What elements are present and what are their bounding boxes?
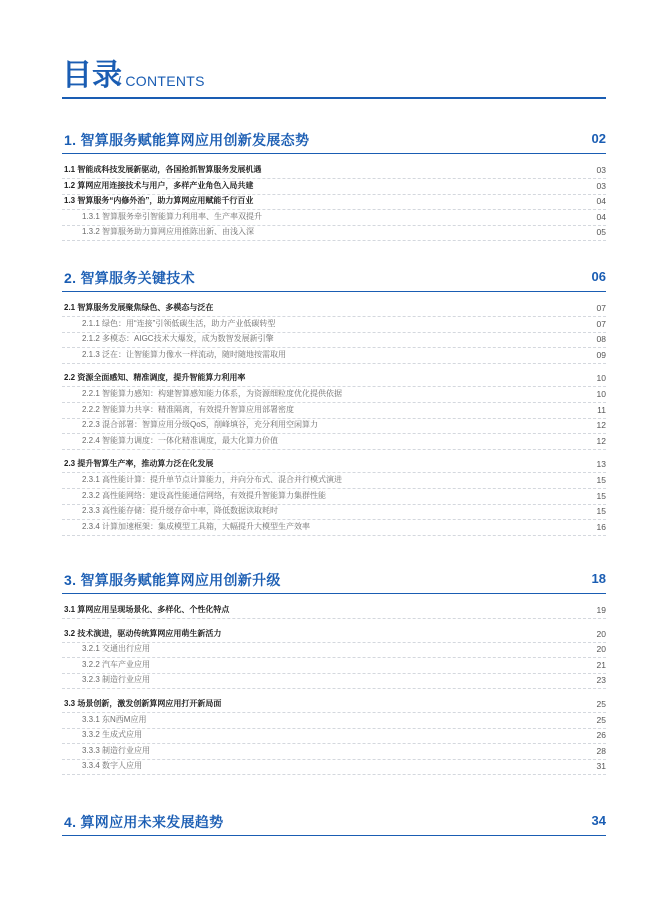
entry-page-number: 07 bbox=[596, 303, 606, 313]
entry-page-number: 15 bbox=[596, 490, 606, 501]
toc-subentry[interactable] bbox=[62, 473, 606, 489]
entry-page-number: 03 bbox=[596, 180, 606, 191]
toc-entry[interactable] bbox=[62, 371, 606, 387]
entry-page-number: 26 bbox=[596, 730, 606, 741]
section-divider bbox=[62, 291, 606, 292]
entry-title: 2.2 资源全面感知、精准调度，提升智能算力利用率 bbox=[64, 373, 246, 383]
entry-page-number: 28 bbox=[596, 745, 606, 756]
entry-page-number: 21 bbox=[596, 659, 606, 670]
entry-title: 3.2 技术演进，驱动传统算网应用萌生新活力 bbox=[64, 628, 222, 638]
toc-subentry[interactable] bbox=[62, 744, 606, 760]
entry-title: 2.1.1 绿色：用“连接”引领低碳生活，助力产业低碳转型 bbox=[82, 318, 276, 328]
entry-page-number: 07 bbox=[596, 318, 606, 329]
toc-subentry[interactable] bbox=[62, 403, 606, 419]
entry-page-number: 04 bbox=[596, 196, 606, 207]
section-title: 3. 智算服务赋能算网应用创新升级 bbox=[64, 572, 281, 588]
toc-entry[interactable] bbox=[62, 603, 606, 619]
toc-title: 目录 bbox=[62, 59, 122, 92]
toc-subentry[interactable] bbox=[62, 489, 606, 505]
toc-subentry[interactable] bbox=[62, 658, 606, 674]
entry-title: 2.3 提升智算生产率，推动算力泛在化发展 bbox=[64, 459, 214, 469]
toc-entry[interactable] bbox=[62, 457, 606, 473]
entry-page-number: 10 bbox=[596, 389, 606, 399]
entry-page-number: 09 bbox=[596, 349, 606, 360]
entry-title: 2.3.4 计算加速框架：集成模型工具箱，大幅提升大模型生产效率 bbox=[82, 521, 311, 531]
toc-subentry[interactable] bbox=[62, 332, 606, 348]
entry-page-number: 05 bbox=[596, 227, 606, 238]
entry-title: 2.2.2 智能算力共享：精准隔离，有效提升智算应用部署密度 bbox=[82, 404, 295, 414]
entry-title: 1.2 算网应用连接技术与用户，多样产业角色入局共建 bbox=[64, 180, 254, 190]
toc-subentry[interactable] bbox=[62, 210, 606, 226]
entry-page-number: 25 bbox=[596, 699, 606, 709]
toc-subentry[interactable] bbox=[62, 504, 606, 520]
entry-title: 2.3.3 高性能存储：提升缓存命中率，降低数据读取耗时 bbox=[82, 506, 279, 516]
section-heading[interactable] bbox=[62, 810, 606, 832]
entry-page-number: 23 bbox=[596, 675, 606, 686]
entry-title: 3.2.3 制造行业应用 bbox=[82, 675, 151, 685]
entry-title: 3.1 算网应用呈现场景化、多样化、个性化特点 bbox=[64, 605, 230, 614]
section-page-number: 34 bbox=[591, 813, 606, 828]
section-page-number: 02 bbox=[591, 131, 606, 146]
section-heading[interactable] bbox=[62, 568, 606, 590]
entry-title: 3.3.3 制造行业应用 bbox=[82, 745, 151, 755]
toc-entry[interactable] bbox=[62, 697, 606, 713]
toc-subentry[interactable] bbox=[62, 642, 606, 658]
entry-title: 2.3.1 高性能计算：提升单节点计算能力，并向分布式、混合并行模式演进 bbox=[82, 475, 343, 484]
header-divider bbox=[62, 97, 606, 99]
entry-title: 3.3.1 东N西M应用 bbox=[82, 714, 147, 724]
entry-title: 3.3.4 数字人应用 bbox=[82, 761, 143, 771]
entry-title: 2.2.1 智能算力感知：构建智算感知能力体系，为资源细粒度优化提供依据 bbox=[82, 389, 343, 398]
entry-title: 2.3.2 高性能网络：建设高性能通信网络，有效提升智能算力集群性能 bbox=[82, 490, 327, 500]
toc-header bbox=[62, 60, 606, 96]
entry-title: 2.1.2 多模态：AIGC技术大爆发，成为数智发展新引擎 bbox=[82, 334, 274, 344]
section-page-number: 18 bbox=[591, 571, 606, 586]
entry-page-number: 15 bbox=[596, 506, 606, 517]
entry-title: 2.1.3 泛在：让智能算力像水一样流动，随时随地按需取用 bbox=[82, 349, 287, 359]
toc-entry[interactable] bbox=[62, 301, 606, 317]
toc-subentry[interactable] bbox=[62, 673, 606, 689]
toc-entry[interactable] bbox=[62, 163, 606, 179]
entry-title: 3.3.2 生成式应用 bbox=[82, 730, 143, 740]
entry-title: 3.3 场景创新，激发创新算网应用打开新局面 bbox=[64, 699, 222, 708]
section-heading[interactable] bbox=[62, 128, 606, 150]
toc-subentry[interactable] bbox=[62, 387, 606, 403]
entry-page-number: 11 bbox=[597, 404, 606, 415]
entry-title: 2.2.4 智能算力调度：一体化精准调度，最大化算力价值 bbox=[82, 435, 279, 445]
entry-page-number: 08 bbox=[596, 334, 606, 345]
entry-title: 3.2.2 汽车产业应用 bbox=[82, 659, 151, 669]
entry-page-number: 13 bbox=[596, 459, 606, 470]
entry-title: 1.3.1 智算服务牵引智能算力利用率、生产率双提升 bbox=[82, 211, 263, 221]
entry-page-number: 20 bbox=[596, 628, 606, 639]
toc-subentry[interactable] bbox=[62, 317, 606, 333]
toc-subentry[interactable] bbox=[62, 348, 606, 364]
toc-subentry[interactable] bbox=[62, 759, 606, 775]
toc-subentry[interactable] bbox=[62, 520, 606, 536]
section-title: 4. 算网应用未来发展趋势 bbox=[64, 814, 224, 830]
toc-subentry[interactable] bbox=[62, 728, 606, 744]
section-divider bbox=[62, 835, 606, 836]
entry-page-number: 12 bbox=[596, 435, 606, 446]
entry-page-number: 25 bbox=[596, 714, 606, 725]
entry-title: 2.1 智算服务发展聚焦绿色、多模态与泛在 bbox=[64, 303, 214, 312]
entry-title: 1.3 智算服务“内修外治”，助力算网应用赋能千行百业 bbox=[64, 196, 254, 206]
toc-subtitle: / CONTENTS bbox=[117, 73, 205, 89]
entry-page-number: 03 bbox=[596, 165, 606, 175]
entry-page-number: 04 bbox=[596, 211, 606, 222]
toc-entry[interactable] bbox=[62, 179, 606, 195]
entry-page-number: 16 bbox=[596, 521, 606, 532]
toc-subentry[interactable] bbox=[62, 225, 606, 241]
toc-subentry[interactable] bbox=[62, 713, 606, 729]
toc-entry[interactable] bbox=[62, 627, 606, 643]
entry-title: 1.3.2 智算服务助力算网应用推陈出新、由浅入深 bbox=[82, 227, 255, 237]
entry-page-number: 15 bbox=[596, 475, 606, 485]
section-divider bbox=[62, 153, 606, 154]
toc-subentry[interactable] bbox=[62, 418, 606, 434]
section-heading[interactable] bbox=[62, 266, 606, 288]
entry-page-number: 10 bbox=[596, 373, 606, 384]
entry-page-number: 31 bbox=[596, 761, 606, 772]
entry-page-number: 12 bbox=[596, 420, 606, 431]
entry-title: 1.1 智能成科技发展新驱动，各国抢抓智算服务发展机遇 bbox=[64, 165, 262, 174]
toc-subentry[interactable] bbox=[62, 434, 606, 450]
section-title: 2. 智算服务关键技术 bbox=[64, 270, 195, 286]
entry-title: 3.2.1 交通出行应用 bbox=[82, 644, 151, 654]
section-title: 1. 智算服务赋能算网应用创新发展态势 bbox=[64, 132, 310, 148]
section-page-number: 06 bbox=[591, 269, 606, 284]
entry-title: 2.2.3 混合部署：智算应用分级QoS，削峰填谷，充分利用空闲算力 bbox=[82, 420, 319, 430]
section-divider bbox=[62, 593, 606, 594]
toc-entry[interactable] bbox=[62, 194, 606, 210]
entry-page-number: 20 bbox=[596, 644, 606, 655]
entry-page-number: 19 bbox=[596, 605, 606, 615]
